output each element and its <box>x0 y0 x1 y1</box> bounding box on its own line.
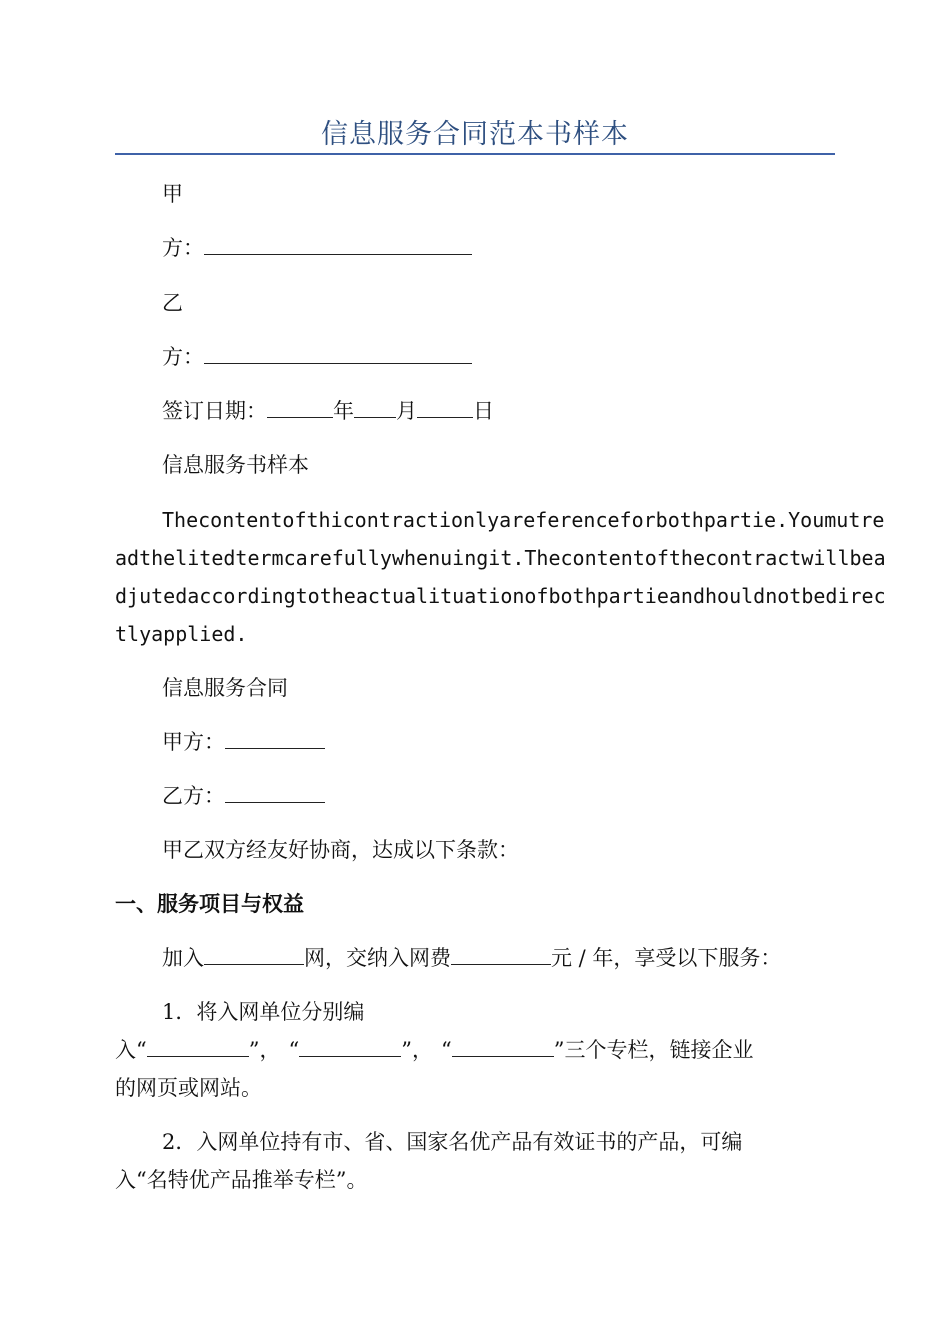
party-a-char: 甲 <box>162 182 183 206</box>
join-text-1: 加入 <box>162 946 204 970</box>
item-1-line-3: 的网页或网站。 <box>115 1076 262 1100</box>
subtitle: 信息服务书样本 <box>162 453 309 477</box>
fee-blank <box>451 945 551 965</box>
party-b-field-blank <box>225 783 325 803</box>
item-1-sep-2: ”， <box>401 1038 433 1062</box>
day-label: 日 <box>473 399 494 423</box>
month-label: 月 <box>396 399 417 423</box>
day-blank <box>417 398 473 418</box>
year-label: 年 <box>333 399 354 423</box>
party-b-field-line <box>162 783 325 809</box>
item-1-suffix: ”三个专栏，链接企业 <box>553 1038 754 1062</box>
party-a-label: 甲方： <box>162 730 225 754</box>
item-1-prefix: 入“ <box>115 1038 147 1062</box>
join-text-3: 元 / 年，享受以下服务： <box>551 946 782 970</box>
column-blank-1 <box>147 1037 249 1057</box>
english-notice-line-1: Thecontentofthicontractionlyareferenceforbothpartie.Youmutre <box>162 508 885 532</box>
year-blank <box>267 398 333 418</box>
item-1-line-2 <box>115 1037 754 1063</box>
party-a-blank <box>204 235 472 255</box>
column-blank-3 <box>452 1037 554 1057</box>
section-1-heading: 一、服务项目与权益 <box>115 891 304 916</box>
item-1-line-1: 1．将入网单位分别编 <box>162 1000 365 1024</box>
party-a-side-label: 方： <box>162 236 204 260</box>
english-notice-line-2: adthelitedtermcarefullywhenuingit.Thecontentofthecontractwillbea <box>115 546 886 570</box>
item-2-line-2: 入“名特优产品推举专栏”。 <box>115 1168 368 1192</box>
item-2-line-1: 2．入网单位持有市、省、国家名优产品有效证书的产品，可编 <box>162 1130 743 1154</box>
item-1-open-2: “ <box>288 1038 300 1062</box>
sign-date-label: 签订日期： <box>162 399 267 423</box>
join-line <box>162 945 781 971</box>
party-b-char: 乙 <box>162 291 183 315</box>
party-a-field-line <box>162 729 325 755</box>
document-title: 信息服务合同范本书样本 <box>321 119 629 150</box>
party-b-blank <box>204 344 472 364</box>
column-blank-2 <box>299 1037 401 1057</box>
month-blank <box>354 398 396 418</box>
party-b-label: 乙方： <box>162 784 225 808</box>
english-notice-line-3: djutedaccordingtotheactualituationofbothpartieandhouldnotbedirec <box>115 584 886 608</box>
party-a-line <box>162 235 472 261</box>
contract-title: 信息服务合同 <box>162 676 288 700</box>
sign-date-line <box>162 398 494 424</box>
network-name-blank <box>204 945 304 965</box>
english-notice-line-4: tlyapplied. <box>115 622 248 646</box>
item-1-open-3: “ <box>441 1038 452 1062</box>
join-text-2: 网，交纳入网费 <box>304 946 451 970</box>
item-1-sep-1: ”， <box>248 1038 281 1062</box>
title-underline <box>115 153 835 155</box>
party-b-side-label: 方： <box>162 345 204 369</box>
party-b-line <box>162 344 472 370</box>
party-a-field-blank <box>225 729 325 749</box>
agreement-intro: 甲乙双方经友好协商，达成以下条款： <box>162 838 519 862</box>
